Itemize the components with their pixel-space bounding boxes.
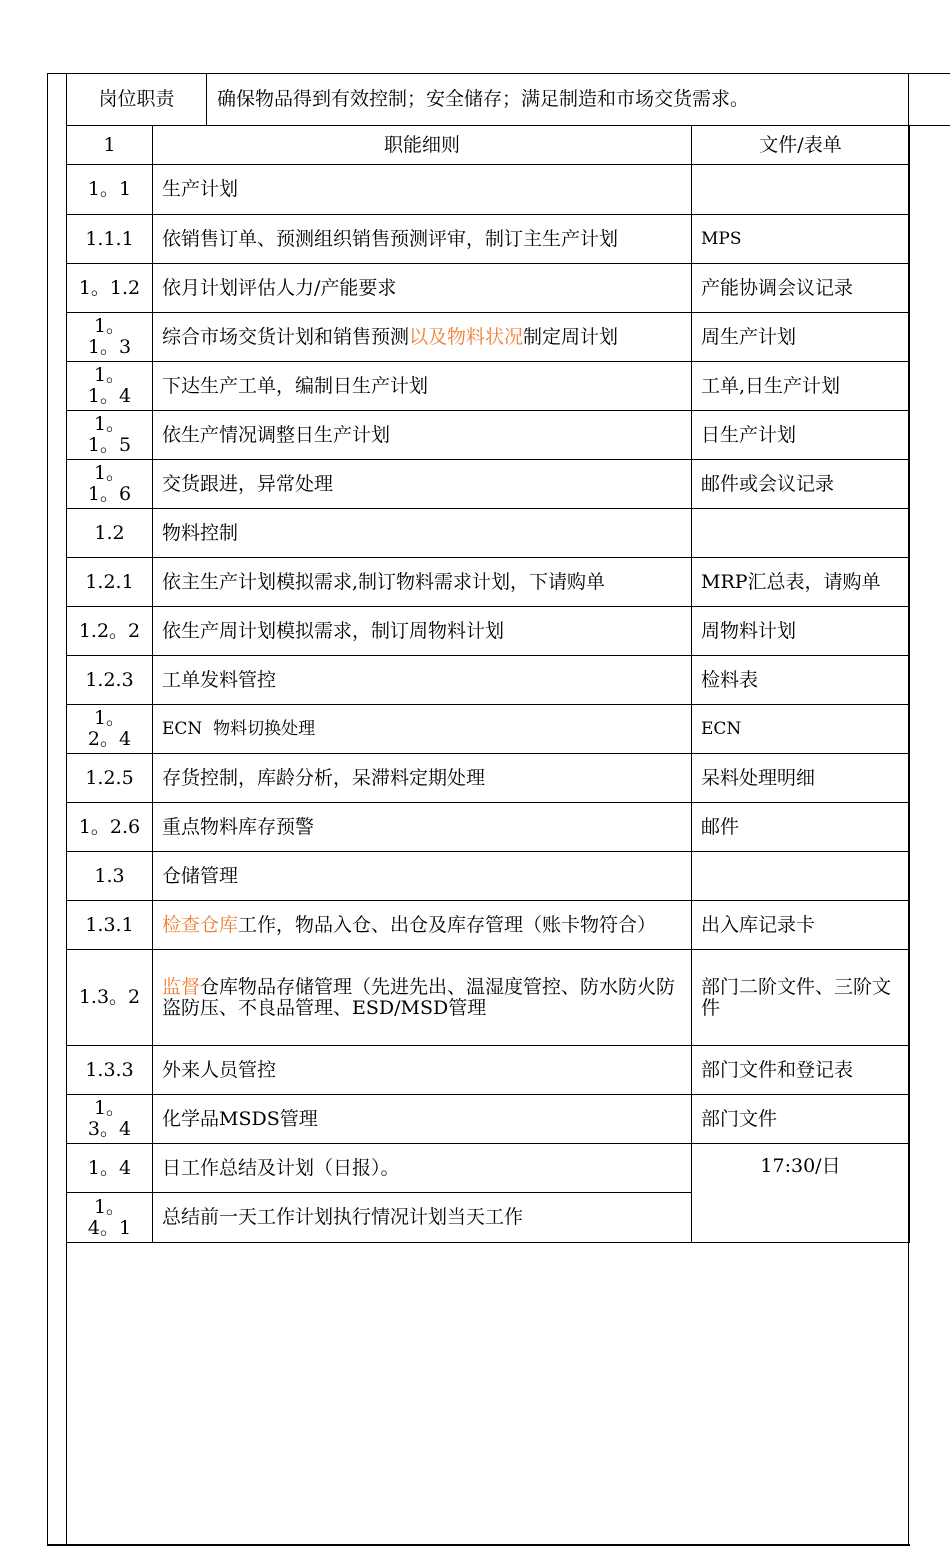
row-detail: 交货跟进，异常处理	[153, 460, 692, 509]
row-no-cell	[67, 1095, 153, 1144]
row-detail-highlight: 以及物料状况	[409, 326, 523, 348]
row-doc	[692, 165, 910, 215]
table-row	[67, 313, 910, 362]
row-detail: 总结前一天工作计划执行情况计划当天工作	[153, 1193, 692, 1243]
row-no: 1。1。5	[86, 414, 134, 456]
row-detail: 依生产周计划模拟需求，制订周物料计划	[153, 607, 692, 656]
row-no: 1。1。3	[86, 316, 134, 358]
row-no: 1.3.3	[67, 1046, 153, 1095]
row-no: 1.2.1	[67, 558, 153, 607]
row-doc: 周物料计划	[692, 607, 910, 656]
row-no: 1。1。4	[86, 365, 134, 407]
row-no-cell	[67, 411, 153, 460]
row-doc: 日生产计划	[692, 411, 910, 460]
row-detail: 日工作总结及计划（日报）。	[153, 1144, 692, 1193]
table-row	[67, 852, 910, 901]
row-no: 1。2.6	[67, 803, 153, 852]
row-detail-highlight: 检查仓库	[162, 914, 238, 936]
duty-header-row	[67, 74, 950, 126]
row-detail: 存货控制，库龄分析，呆滞料定期处理	[153, 754, 692, 803]
row-doc: ECN	[692, 705, 910, 754]
row-no: 1.2。2	[67, 607, 153, 656]
row-detail	[153, 901, 692, 950]
row-doc: 出入库记录卡	[692, 901, 910, 950]
table-row	[67, 950, 910, 1046]
table-row	[67, 264, 910, 313]
row-detail: 依主生产计划模拟需求,制订物料需求计划，下请购单	[153, 558, 692, 607]
detail-table	[66, 125, 910, 1243]
row-no: 1。4。1	[86, 1197, 134, 1239]
row-doc: 部门二阶文件、三阶文件	[692, 950, 910, 1046]
table-row	[67, 607, 910, 656]
row-doc: 检料表	[692, 656, 910, 705]
row-detail-part: 工作，物品入仓、出仓及库存管理（账卡物符合）	[238, 914, 656, 936]
row-detail	[153, 950, 692, 1046]
row-doc: 部门文件和登记表	[692, 1046, 910, 1095]
row-detail: 外来人员管控	[153, 1046, 692, 1095]
row-detail: 仓储管理	[153, 852, 692, 901]
row-detail: 依销售订单、预测组织销售预测评审，制订主生产计划	[153, 215, 692, 264]
row-detail-part: 制定周计划	[523, 326, 618, 348]
row-detail: 依生产情况调整日生产计划	[153, 411, 692, 460]
table-row	[67, 362, 910, 411]
row-no: 1。2。4	[86, 708, 134, 750]
row-doc: 工单,日生产计划	[692, 362, 910, 411]
table-row	[67, 215, 910, 264]
row-doc: 产能协调会议记录	[692, 264, 910, 313]
table-row	[67, 1144, 910, 1193]
row-no-cell	[67, 362, 153, 411]
row-detail: 依月计划评估人力/产能要求	[153, 264, 692, 313]
row-no: 1。1。6	[86, 463, 134, 505]
table-row	[67, 558, 910, 607]
row-detail-part: 综合市场交货计划和销售预测	[162, 326, 409, 348]
row-no: 1.2.5	[67, 754, 153, 803]
table-row	[67, 411, 910, 460]
row-doc: 17:30/日	[692, 1144, 910, 1243]
row-detail: 生产计划	[153, 165, 692, 215]
row-detail-highlight: 监督	[162, 976, 200, 998]
row-no: 1。3。4	[86, 1098, 134, 1140]
row-doc: 部门文件	[692, 1095, 910, 1144]
row-doc: 邮件或会议记录	[692, 460, 910, 509]
row-no: 1。4	[67, 1144, 153, 1193]
table-row	[67, 754, 910, 803]
row-no-cell	[67, 460, 153, 509]
row-detail: ECN 物料切换处理	[153, 705, 692, 754]
col-header-no: 1	[67, 126, 153, 165]
row-doc: 邮件	[692, 803, 910, 852]
table-row	[67, 1095, 910, 1144]
row-no: 1.2	[67, 509, 153, 558]
col-header-detail: 职能细则	[153, 126, 692, 165]
table-row	[67, 705, 910, 754]
row-detail: 物料控制	[153, 509, 692, 558]
table-row	[67, 460, 910, 509]
row-no: 1。1	[67, 165, 153, 215]
row-detail-part: 仓库物品存储管理（先进先出、温湿度管控、防水防火防盗防压、不良品管理、ESD/MSD管理	[162, 976, 675, 1019]
table-row	[67, 165, 910, 215]
row-detail: 工单发料管控	[153, 656, 692, 705]
row-doc	[692, 509, 910, 558]
duty-label: 岗位职责	[67, 74, 207, 126]
table-row	[67, 1046, 910, 1095]
row-no-cell	[67, 1193, 153, 1243]
table-row	[67, 509, 910, 558]
row-detail: 下达生产工单，编制日生产计划	[153, 362, 692, 411]
row-doc: MRP汇总表，请购单	[692, 558, 910, 607]
row-doc	[692, 852, 910, 901]
row-no-cell	[67, 313, 153, 362]
table-row	[67, 656, 910, 705]
row-no-cell	[67, 705, 153, 754]
row-doc: 呆料处理明细	[692, 754, 910, 803]
row-no: 1.3。2	[67, 950, 153, 1046]
column-header-row	[67, 126, 910, 165]
row-detail: 化学品MSDS管理	[153, 1095, 692, 1144]
row-detail	[153, 313, 692, 362]
row-no: 1.3.1	[67, 901, 153, 950]
row-no: 1.1.1	[67, 215, 153, 264]
table-row	[67, 901, 910, 950]
row-detail: 重点物料库存预警	[153, 803, 692, 852]
row-no: 1.3	[67, 852, 153, 901]
duty-value: 确保物品得到有效控制；安全储存；满足制造和市场交货需求。	[207, 74, 950, 126]
row-doc: MPS	[692, 215, 910, 264]
duty-table	[66, 73, 950, 126]
row-doc: 周生产计划	[692, 313, 910, 362]
row-no: 1.2.3	[67, 656, 153, 705]
table-row	[67, 803, 910, 852]
col-header-doc: 文件/表单	[692, 126, 910, 165]
row-no: 1。1.2	[67, 264, 153, 313]
